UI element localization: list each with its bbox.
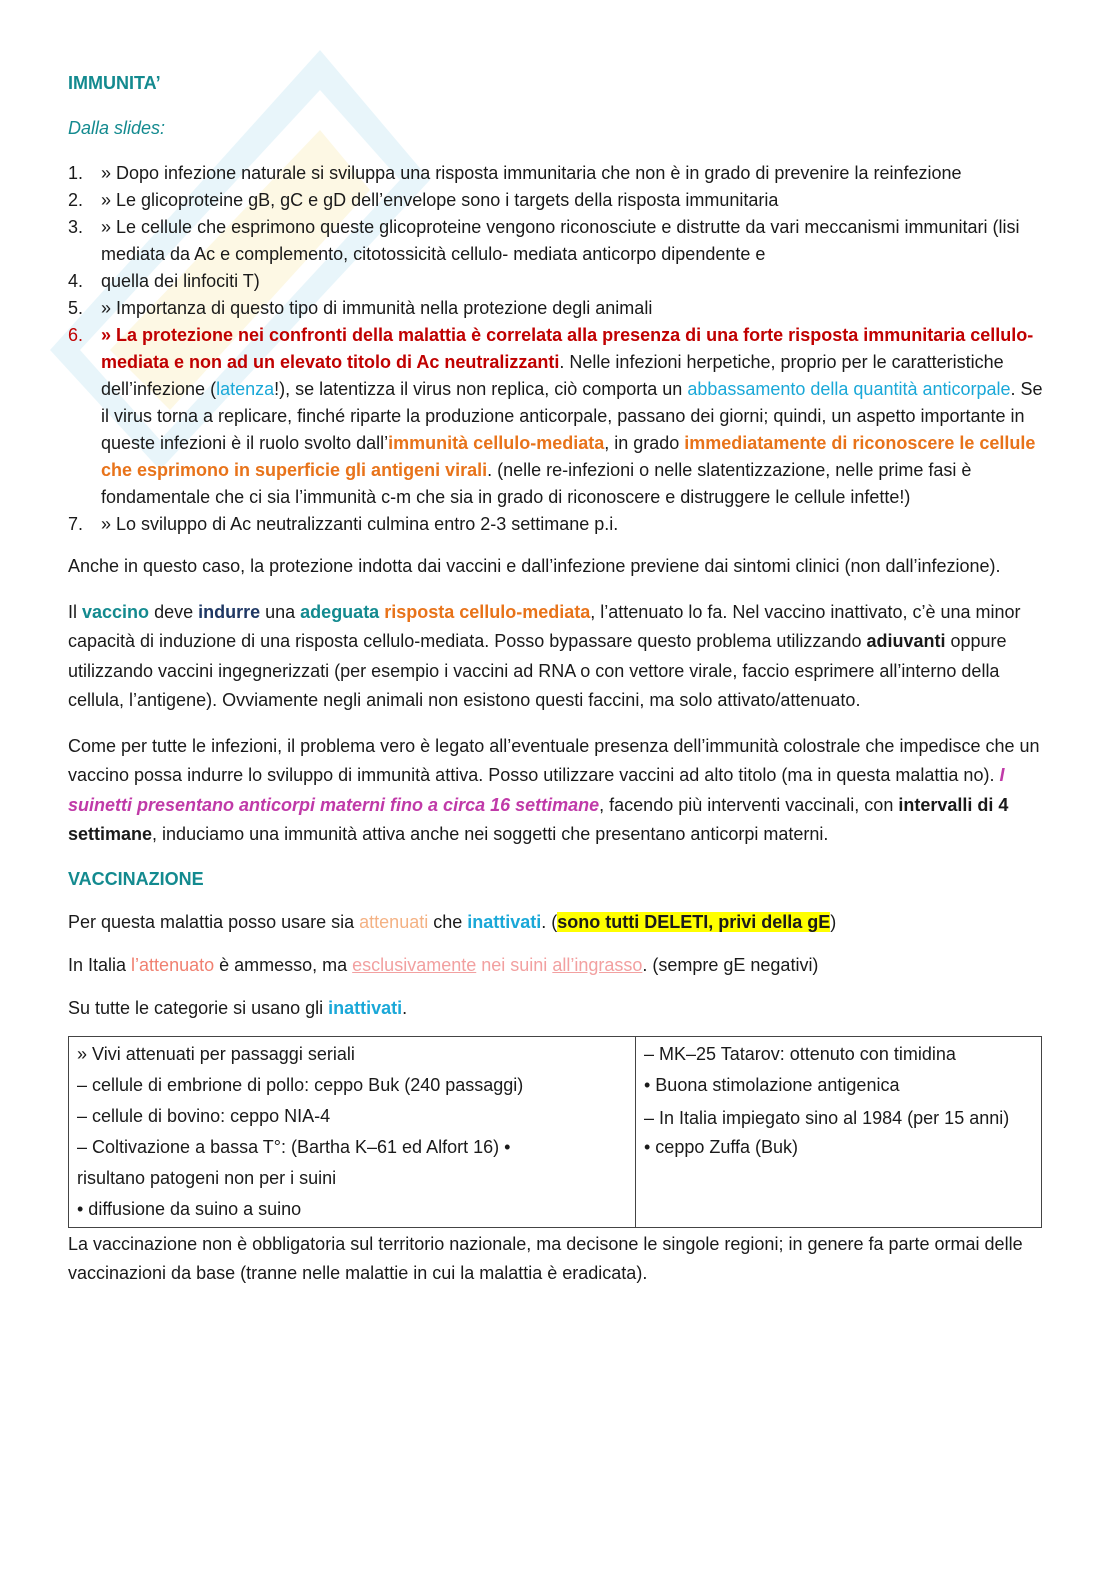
list-item-highlighted: 6. » La protezione nei confronti della malattia è correlata alla presenza di una forte risposta immunitaria cellulo-mediata e non ad un elevato titolo di Ac neutralizzanti. Nelle infezioni herpetiche, proprio per le caratteristiche dell’infezione (latenza!), se latentizza il virus non replica, ciò comporta un abbassamento della quantità anticorpale. Se il virus torna a replicare, finché riparte la produzione anticorpale, passano dei giorni; quindi, un aspetto importante in queste infezioni è il ruolo svolto dall’immunità cellulo-mediata, in grado immediatamente di riconoscere le cellule che esprimono in superficie gli antigeni virali. (nelle re-infezioni o nelle slatentizzazione, nelle prime fasi è fondamentale che ci sia l’immunità c-m che sia in grado di riconoscere e distruggere le cellule infette!) [68, 325, 1043, 507]
list-item: 7. » Lo sviluppo di Ac neutralizzanti culmina entro 2-3 settimane p.i. [68, 514, 619, 534]
table-cell-right: – MK–25 Tatarov: ottenuto con timidina • Buona stimolazione antigenica – In Italia impiegato sino al 1984 (per 15 anni) • ceppo Zuffa (Buk) [636, 1036, 1042, 1227]
paragraph-protezione: Anche in questo caso, la protezione indotta dai vaccini e dall’infezione previene dai sintomi clinici (non dall’infezione). [68, 556, 1001, 576]
table-row [69, 1036, 1042, 1227]
immunita-cm-term: immunità cellulo-mediata [388, 433, 605, 453]
list-item: 1. » Dopo infezione naturale si sviluppa una risposta immunitaria che non è in grado di prevenire la reinfezione [68, 163, 962, 183]
list-item: 5. » Importanza di questo tipo di immunità nella protezione degli animali [68, 298, 653, 318]
immediatamente-term: immediatamente di riconoscere le cellule che esprimono in superficie gli antigeni virali [101, 433, 1036, 480]
document-page [68, 70, 1044, 1305]
slides-list [68, 160, 1044, 538]
section-title-immunita: IMMUNITA’ [68, 73, 161, 93]
list-item: 4. quella dei linfociti T) [68, 271, 260, 291]
abbassamento-term: abbassamento della quantità anticorpale [687, 379, 1011, 399]
paragraph-italia: In Italia l’attenuato è ammesso, ma esclusivamente nei suini all’ingrasso. (sempre gE negativi) [68, 954, 819, 975]
latenza-term: latenza [216, 379, 275, 399]
paragraph-final: La vaccinazione non è obbligatoria sul territorio nazionale, ma decisone le singole regioni; in genere fa parte ormai delle vaccinazioni da base (tranne nelle malattie in cui la malattia è eradicata). [68, 1233, 1023, 1283]
paragraph-categorie: Su tutte le categorie si usano gli inattivati. [68, 997, 408, 1018]
section-title-vaccinazione: VACCINAZIONE [68, 868, 204, 889]
list-item: 2. » Le glicoproteine gB, gC e gD dell’envelope sono i targets della risposta immunitaria [68, 190, 779, 210]
subtitle: Dalla slides: [68, 118, 166, 138]
red-emphasis: » La protezione nei confronti della malattia è correlata alla presenza di una forte risposta immunitaria cellulo-mediata e non ad un elevato titolo di Ac neutralizzanti [101, 325, 1034, 372]
paragraph-attenuati-inattivati: Per questa malattia posso usare sia attenuati che inattivati. (sono tutti DELETI, privi della gE) [68, 911, 837, 932]
paragraph-colostrale: Come per tutte le infezioni, il problema vero è legato all’eventuale presenza dell’immunità colostrale che impedisce che un vaccino possa indurre lo sviluppo di immunità attiva. Posso utilizzare vaccini ad alto titolo (ma in questa malattia no). I suinetti presentano anticorpi materni fino a circa 16 settimane, facendo più interventi vaccinali, con intervalli di 4 settimane, induciamo una immunità attiva anche nei soggetti che presentano anticorpi materni. [68, 735, 1040, 844]
list-item: 3. » Le cellule che esprimono queste glicoproteine vengono riconosciute e distrutte da vari meccanismi immunitari (lisi mediata da Ac e complemento, citotossicità cellulo- mediata anticorpo dipendente e [68, 217, 1020, 264]
vaccine-table [68, 1036, 1042, 1228]
highlighted-text: sono tutti DELETI, privi della gE [557, 911, 831, 932]
paragraph-vaccino: Il vaccino deve indurre una adeguata risposta cellulo-mediata, l’attenuato lo fa. Nel vaccino inattivato, c’è una minor capacità di induzione di una risposta cellulo-mediata. Posso bypassare questo problema utilizzando adiuvanti oppure utilizzando vaccini ingegnerizzati (per esempio i vaccini ad RNA o con vettore virale, faccio esprimere all’interno della cellula, l’antigene). Ovviamente negli animali non esistono questi faccini, ma solo attivato/attenuato. [68, 601, 1021, 710]
table-cell-left: » Vivi attenuati per passaggi seriali – cellule di embrione di pollo: ceppo Buk (240 passaggi) – cellule di bovino: ceppo NIA-4 – Coltivazione a bassa T°: (Bartha K–61 ed Alfort 16) • risultano patogeni non per i suini • diffusione da suino a suino [69, 1036, 636, 1227]
